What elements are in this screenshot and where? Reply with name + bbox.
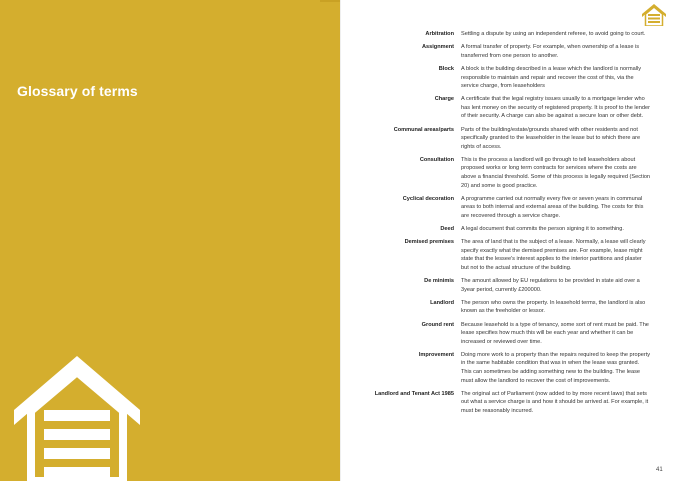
house-icon [642, 4, 666, 26]
glossary-term: Cyclical decoration [402, 195, 454, 202]
glossary-term: Landlord and Tenant Act 1985 [374, 390, 454, 397]
glossary-entry [360, 126, 665, 152]
glossary-entry [360, 225, 665, 234]
glossary-entry [360, 277, 665, 294]
glossary-definition: Because leasehold is a type of tenancy, some sort of rent must be paid. The lease specifies how much this will be each year and whether it can be increased or reviewed over time. [461, 321, 649, 345]
glossary-entry [360, 195, 665, 221]
glossary-definition: The area of land that is the subject of a lease. Normally, a lease will clearly specify exactly what the demised premises are. For example, lease might state that the lessee's interest applies to the interior partitions and plaster but not to the actual structure of the building. [461, 239, 646, 272]
glossary-entry [360, 30, 665, 39]
glossary-term: Arbitration [425, 31, 454, 38]
panel-edge-strip [320, 0, 340, 2]
glossary-term: Ground rent [421, 321, 454, 328]
glossary-entry [360, 351, 665, 385]
glossary-definition: Parts of the building/estate/grounds shared with other residents and not specifically granted to the leaseholder in the lease but to which there are rights of access. [461, 126, 641, 150]
glossary-entry [360, 299, 665, 316]
glossary-term: Improvement [418, 351, 454, 358]
house-icon [14, 356, 140, 481]
glossary-definition: A block is the building described in a lease which the landlord is normally responsible to maintain and repair and recover the cost of this, via the service charge, from leaseholders [461, 65, 642, 90]
glossary-entry [360, 321, 665, 347]
glossary-definition: This is the process a landlord will go through to tell leaseholders about proposed works or long term contracts for services where the costs are above a financial threshold. Some of this process is legally required (Section 20) and some is good practice. [461, 156, 651, 189]
glossary-definition: A programme carried out normally every five or seven years in communal areas to both internal and external areas of the building. The costs for this are recovered through a service charge. [461, 195, 644, 219]
glossary-term: Demised premises [404, 239, 454, 246]
glossary-term: Block [438, 66, 454, 73]
glossary-entry [360, 156, 665, 190]
glossary-definition: The original act of Parliament (now added to by more recent laws) that sets out what a service charge is and how it should be arrived at. For example, it must be reasonably incurred. [461, 390, 649, 414]
glossary-entry [360, 390, 665, 416]
glossary-entry [360, 43, 665, 60]
glossary-term: Communal areas/parts [393, 126, 454, 133]
glossary-term: Assignment [421, 44, 454, 51]
glossary-definition: The amount allowed by EU regulations to be provided in state aid over a 3year period, currently £200000. [461, 278, 640, 293]
glossary-entry [360, 238, 665, 272]
glossary-definition: A certificate that the legal registry issues usually to a mortgage lender who has lent money on the security of registered property. It is proof to the lender of their security. A charge can also be against a secure loan or other debt. [461, 96, 650, 120]
glossary-entry [360, 95, 665, 121]
glossary-term: De minimis [424, 278, 454, 285]
page-divider [340, 0, 341, 481]
glossary-list [360, 30, 665, 420]
glossary-term: Charge [434, 96, 454, 103]
glossary-definition: The person who owns the property. In leasehold terms, the landlord is also known as the freeholder or lessor. [461, 299, 646, 315]
glossary-term: Landlord [430, 300, 454, 306]
glossary-definition: Doing more work to a property than the repairs required to keep the property in the same habitable condition that was in when the lease was granted. This can sometimes be adding something new to the building. The lease must allow the landlord to recover the cost of improvements. [461, 351, 651, 384]
page-title: Glossary of terms [17, 83, 138, 99]
glossary-entry [360, 65, 665, 91]
glossary-definition: A formal transfer of property. For example, when ownership of a lease is transferred from one person to another. [461, 44, 640, 59]
page-number: 41 [656, 467, 663, 473]
glossary-definition: A legal document that commits the person signing it to something. [461, 225, 624, 232]
glossary-term: Deed [440, 226, 454, 233]
glossary-term: Consultation [419, 157, 454, 163]
glossary-definition: Settling a dispute by using an independent referee, to avoid going to court. [461, 31, 646, 37]
